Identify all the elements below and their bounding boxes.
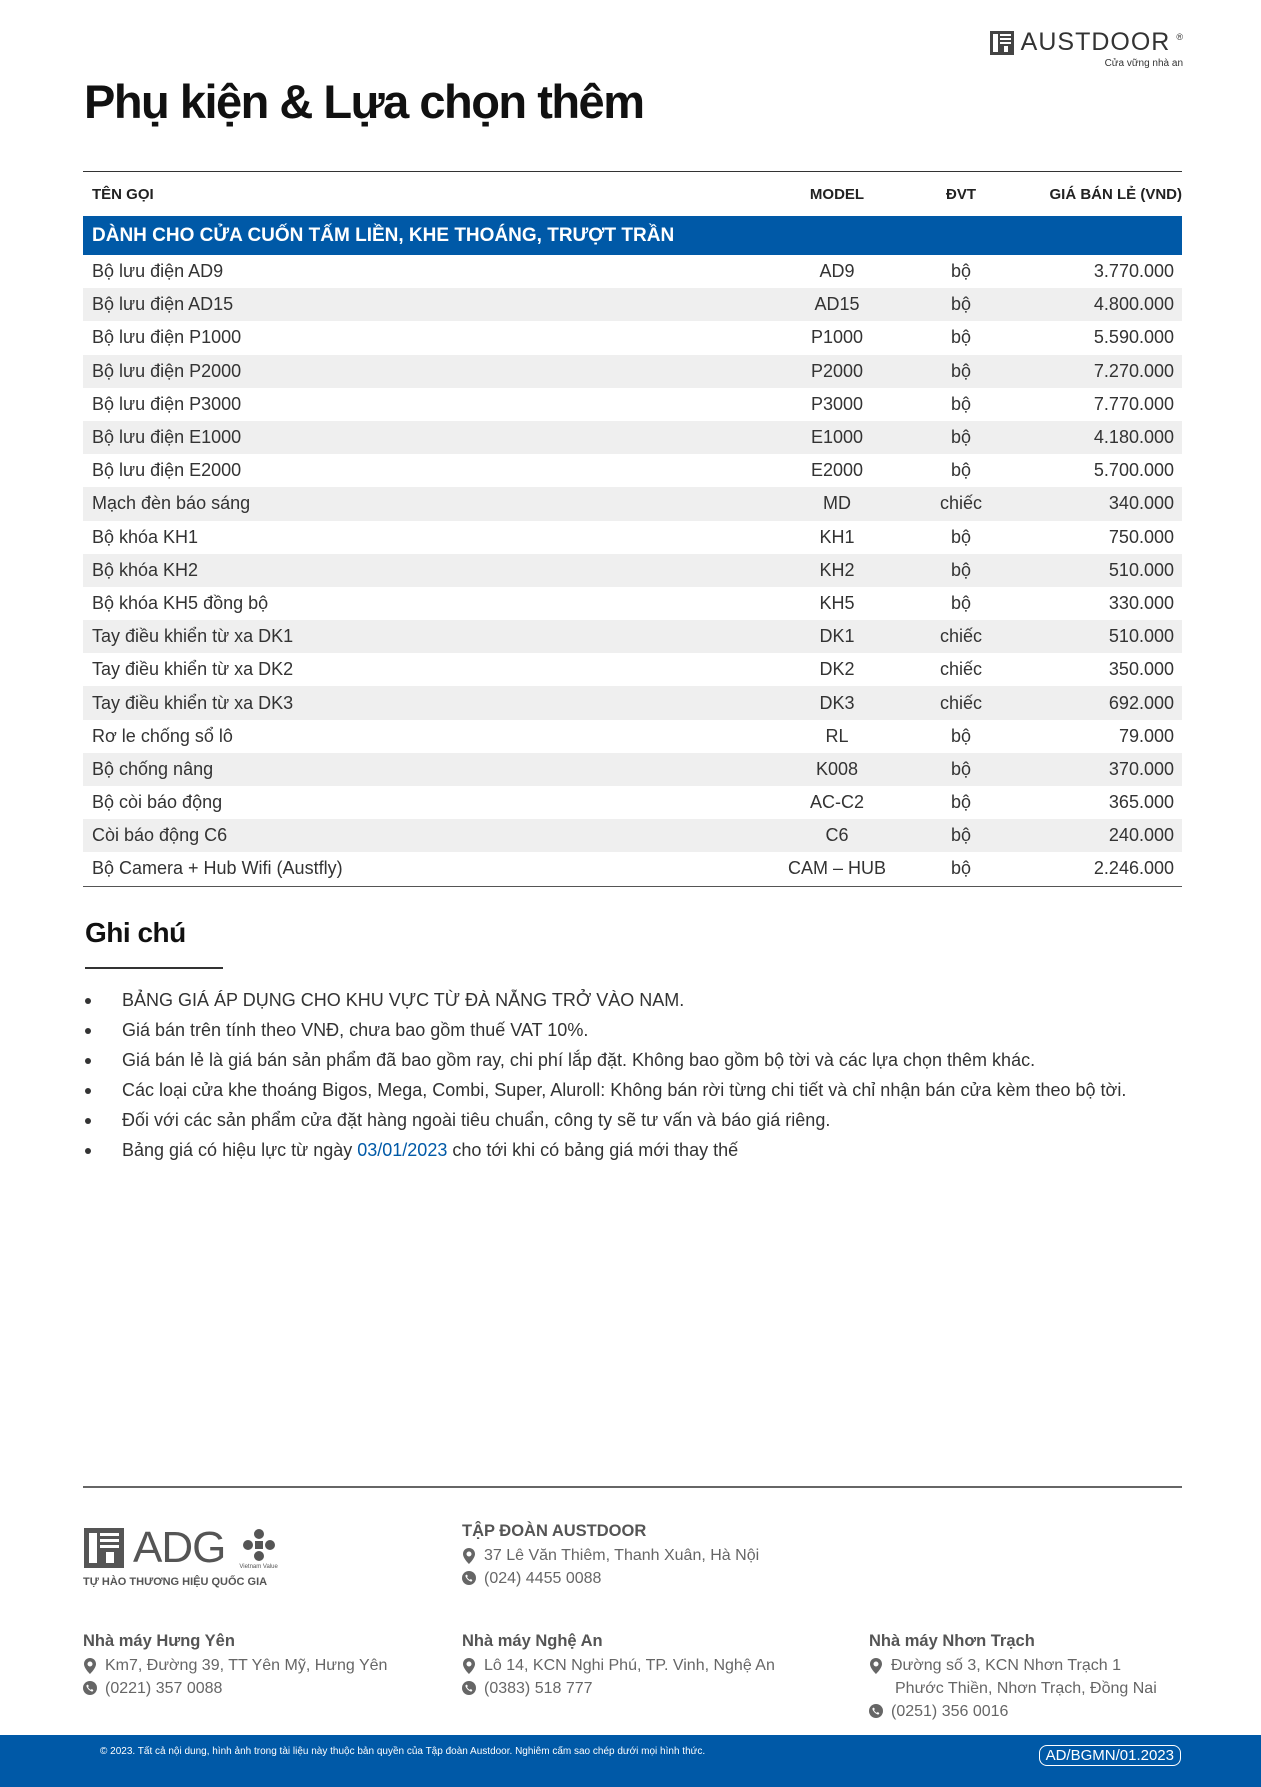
row-model: AD9 bbox=[819, 261, 855, 282]
table-row bbox=[83, 288, 1182, 321]
row-unit: bộ bbox=[950, 360, 972, 381]
phone-icon bbox=[462, 1681, 476, 1695]
row-unit: bộ bbox=[950, 427, 972, 448]
row-price: 4.800.000 bbox=[1093, 294, 1174, 315]
hq-contact bbox=[462, 1522, 759, 1590]
row-price: 5.590.000 bbox=[1093, 327, 1174, 348]
row-price: 510.000 bbox=[1108, 559, 1174, 580]
row-model: KH1 bbox=[819, 526, 855, 547]
notes-divider bbox=[85, 967, 223, 969]
table-row bbox=[83, 620, 1182, 653]
factory-nghe-an bbox=[462, 1632, 775, 1700]
row-unit: bộ bbox=[950, 327, 972, 348]
table-row bbox=[83, 521, 1182, 554]
vietnam-value-label: Vietnam Value bbox=[239, 1564, 278, 1570]
factory-address-line2: Phước Thiền, Nhơn Trạch, Đồng Nai bbox=[895, 1680, 1157, 1697]
row-price: 370.000 bbox=[1108, 758, 1174, 779]
table-row bbox=[83, 786, 1182, 819]
row-name: Tay điều khiển từ xa DK3 bbox=[92, 692, 294, 713]
phone-icon bbox=[869, 1704, 883, 1718]
note-item: Giá bán lẻ là giá bán sản phẩm đã bao gồm ray, chi phí lắp đặt. Không bao gồm bộ tời và các lựa chọn thêm khác. bbox=[85, 1046, 1126, 1076]
row-name: Bộ còi báo động bbox=[92, 792, 223, 813]
table-row bbox=[83, 587, 1182, 620]
table-row bbox=[83, 255, 1182, 288]
factory-nhon-trach bbox=[869, 1632, 1157, 1723]
header-model: MODEL bbox=[809, 185, 865, 203]
brand-tagline: Cửa vững nhà an bbox=[1104, 58, 1183, 69]
hq-address: 37 Lê Văn Thiêm, Thanh Xuân, Hà Nội bbox=[484, 1547, 760, 1564]
row-model: DK3 bbox=[819, 692, 855, 713]
row-model: DK2 bbox=[819, 659, 855, 680]
row-price: 5.700.000 bbox=[1093, 460, 1174, 481]
row-price: 3.770.000 bbox=[1093, 261, 1174, 282]
row-unit: chiếc bbox=[939, 659, 983, 680]
factory-address: Km7, Đường 39, TT Yên Mỹ, Hưng Yên bbox=[105, 1657, 388, 1674]
factory-phone: (0221) 357 0088 bbox=[105, 1680, 223, 1697]
row-price: 350.000 bbox=[1108, 659, 1174, 680]
row-unit: bộ bbox=[950, 792, 972, 813]
row-model: P3000 bbox=[810, 393, 864, 414]
row-name: Bộ khóa KH2 bbox=[92, 559, 199, 580]
row-price: 7.270.000 bbox=[1093, 360, 1174, 381]
phone-icon bbox=[462, 1571, 476, 1585]
factory-name: Nhà máy Nghệ An bbox=[462, 1632, 603, 1650]
row-unit: bộ bbox=[950, 393, 972, 414]
row-name: Bộ Camera + Hub Wifi (Austfly) bbox=[92, 858, 343, 879]
row-name: Bộ chống nâng bbox=[92, 758, 214, 779]
row-name: Tay điều khiển từ xa DK1 bbox=[92, 626, 294, 647]
row-unit: bộ bbox=[950, 825, 972, 846]
factory-hung-yen bbox=[83, 1632, 387, 1700]
table-row bbox=[83, 388, 1182, 421]
austdoor-mark-icon bbox=[989, 30, 1015, 56]
notes-title: Ghi chú bbox=[85, 917, 186, 948]
row-unit: bộ bbox=[950, 261, 972, 282]
row-unit: bộ bbox=[950, 858, 972, 879]
table-row bbox=[83, 720, 1182, 753]
table-body bbox=[83, 255, 1182, 887]
brand-name: AUSTDOOR bbox=[1020, 28, 1171, 56]
phone-icon bbox=[83, 1681, 97, 1695]
row-model: E1000 bbox=[810, 427, 864, 448]
row-model: MD bbox=[823, 493, 851, 514]
row-price: 692.000 bbox=[1108, 692, 1174, 713]
factory-address: Đường số 3, KCN Nhơn Trạch 1 bbox=[891, 1657, 1122, 1674]
note-item: Đối với các sản phẩm cửa đặt hàng ngoài tiêu chuẩn, công ty sẽ tư vấn và báo giá riêng. bbox=[85, 1106, 1126, 1136]
row-name: Còi báo động C6 bbox=[92, 825, 228, 846]
bottom-bar bbox=[0, 1735, 1261, 1787]
vietnam-value-icon bbox=[240, 1526, 278, 1564]
row-model: C6 bbox=[825, 825, 849, 846]
row-name: Bộ khóa KH5 đồng bộ bbox=[92, 592, 269, 613]
location-pin-icon bbox=[462, 1658, 476, 1674]
table-row bbox=[83, 355, 1182, 388]
row-name: Mạch đèn báo sáng bbox=[92, 493, 251, 514]
row-model: K008 bbox=[815, 758, 859, 779]
row-name: Bộ khóa KH1 bbox=[92, 526, 199, 547]
row-unit: bộ bbox=[950, 725, 972, 746]
row-model: P1000 bbox=[810, 327, 864, 348]
validity-suffix: cho tới khi có bảng giá mới thay thế bbox=[447, 1140, 739, 1160]
row-model: AC-C2 bbox=[809, 792, 864, 813]
row-name: Bộ lưu điện P2000 bbox=[92, 360, 242, 381]
row-price: 79.000 bbox=[1118, 725, 1174, 746]
header-price: GIÁ BÁN LẺ (VND) bbox=[1049, 185, 1182, 203]
copyright: © 2023. Tất cả nội dung, hình ảnh trong tài liệu này thuộc bản quyền của Tập đoàn Austdoor. Nghiêm cấm sao chép dưới mọi hình thức. bbox=[100, 1746, 706, 1757]
row-price: 4.180.000 bbox=[1093, 427, 1174, 448]
adg-logo bbox=[83, 1523, 278, 1588]
footer-divider bbox=[83, 1486, 1182, 1488]
hq-name: TẬP ĐOÀN AUSTDOOR bbox=[462, 1522, 647, 1540]
table-header bbox=[83, 172, 1182, 216]
row-price: 510.000 bbox=[1108, 626, 1174, 647]
note-item-validity bbox=[85, 1136, 1126, 1166]
table-row bbox=[83, 753, 1182, 786]
row-unit: chiếc bbox=[939, 493, 983, 514]
factory-name: Nhà máy Hưng Yên bbox=[83, 1632, 235, 1650]
row-name: Bộ lưu điện AD9 bbox=[92, 261, 224, 282]
row-unit: bộ bbox=[950, 460, 972, 481]
table-row bbox=[83, 653, 1182, 686]
price-table bbox=[83, 171, 1182, 887]
validity-prefix: Bảng giá có hiệu lực từ ngày bbox=[122, 1140, 358, 1160]
row-model: E2000 bbox=[810, 460, 864, 481]
row-model: KH5 bbox=[819, 592, 855, 613]
page-title: Phụ kiện & Lựa chọn thêm bbox=[84, 75, 644, 128]
table-row bbox=[83, 454, 1182, 487]
location-pin-icon bbox=[462, 1548, 476, 1564]
row-model: KH2 bbox=[819, 559, 855, 580]
row-name: Bộ lưu điện P1000 bbox=[92, 327, 242, 348]
notes-list bbox=[85, 986, 1126, 1166]
row-name: Tay điều khiển từ xa DK2 bbox=[92, 659, 294, 680]
row-unit: bộ bbox=[950, 758, 972, 779]
row-unit: bộ bbox=[950, 526, 972, 547]
adg-tagline: TỰ HÀO THƯƠNG HIỆU QUỐC GIA bbox=[83, 1576, 268, 1588]
hq-phone: (024) 4455 0088 bbox=[484, 1570, 602, 1587]
row-model: DK1 bbox=[819, 626, 855, 647]
table-row bbox=[83, 321, 1182, 354]
header-unit: ĐVT bbox=[946, 185, 976, 203]
factory-phone: (0383) 518 777 bbox=[484, 1680, 593, 1697]
adg-text: ADG bbox=[133, 1523, 226, 1572]
note-item: Giá bán trên tính theo VNĐ, chưa bao gồm thuế VAT 10%. bbox=[85, 1016, 1126, 1046]
table-row bbox=[83, 819, 1182, 852]
section-heading: DÀNH CHO CỬA CUỐN TẤM LIỀN, KHE THOÁNG, TRƯỢT TRẦN bbox=[83, 216, 1182, 255]
row-price: 7.770.000 bbox=[1093, 393, 1174, 414]
row-name: Bộ lưu điện P3000 bbox=[92, 393, 242, 414]
row-unit: bộ bbox=[950, 294, 972, 315]
header-name: TÊN GỌI bbox=[92, 185, 154, 203]
row-price: 2.246.000 bbox=[1093, 858, 1174, 879]
table-row bbox=[83, 852, 1182, 885]
table-row bbox=[83, 487, 1182, 520]
row-model: CAM – HUB bbox=[787, 858, 886, 879]
row-name: Bộ lưu điện AD15 bbox=[92, 294, 234, 315]
row-name: Rơ le chống sổ lô bbox=[92, 725, 233, 746]
row-unit: bộ bbox=[950, 559, 972, 580]
row-unit: bộ bbox=[950, 592, 972, 613]
validity-date: 03/01/2023 bbox=[357, 1140, 448, 1160]
row-name: Bộ lưu điện E1000 bbox=[92, 427, 242, 448]
row-model: RL bbox=[825, 725, 849, 746]
row-unit: chiếc bbox=[939, 692, 983, 713]
row-unit: chiếc bbox=[939, 626, 983, 647]
row-price: 340.000 bbox=[1108, 493, 1174, 514]
document-code: AD/BGMN/01.2023 bbox=[1039, 1745, 1181, 1766]
note-item: BẢNG GIÁ ÁP DỤNG CHO KHU VỰC TỪ ĐÀ NẴNG TRỞ VÀO NAM. bbox=[85, 986, 1126, 1016]
factory-address: Lô 14, KCN Nghi Phú, TP. Vinh, Nghệ An bbox=[484, 1657, 775, 1674]
location-pin-icon bbox=[83, 1658, 97, 1674]
row-model: P2000 bbox=[810, 360, 864, 381]
table-row bbox=[83, 686, 1182, 719]
adg-mark-icon bbox=[83, 1527, 125, 1569]
row-model: AD15 bbox=[814, 294, 860, 315]
row-name: Bộ lưu điện E2000 bbox=[92, 460, 242, 481]
note-item: Các loại cửa khe thoáng Bigos, Mega, Combi, Super, Aluroll: Không bán rời từng chi tiết và chỉ nhận bán cửa kèm theo bộ tời. bbox=[85, 1076, 1126, 1106]
factory-phone: (0251) 356 0016 bbox=[891, 1703, 1009, 1720]
row-price: 330.000 bbox=[1108, 592, 1174, 613]
table-row bbox=[83, 554, 1182, 587]
factory-name: Nhà máy Nhơn Trạch bbox=[869, 1632, 1035, 1650]
row-price: 750.000 bbox=[1108, 526, 1174, 547]
row-price: 240.000 bbox=[1108, 825, 1174, 846]
row-price: 365.000 bbox=[1108, 792, 1174, 813]
austdoor-logo: AUSTDOOR ® Cửa vững nhà an bbox=[989, 28, 1183, 69]
vietnam-value-badge bbox=[239, 1526, 277, 1570]
location-pin-icon bbox=[869, 1658, 883, 1674]
table-row bbox=[83, 421, 1182, 454]
